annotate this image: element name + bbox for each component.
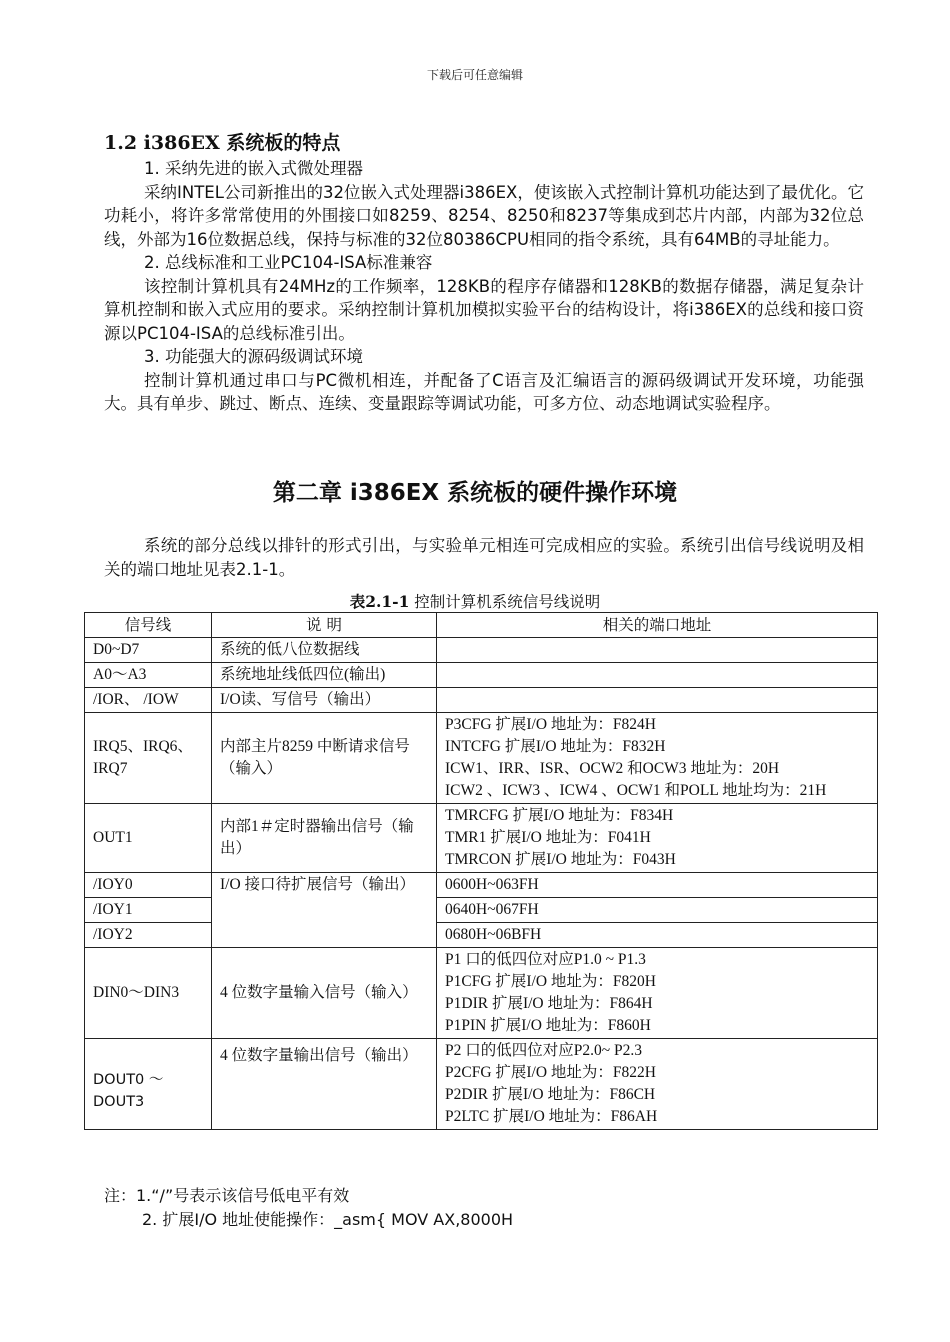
section-1-2 xyxy=(104,128,864,416)
signal-cell: D0~D7 xyxy=(85,638,212,663)
signal-cell: /IOY2 xyxy=(85,923,212,948)
signal-table xyxy=(84,612,878,1130)
desc-cell: 系统的低八位数据线 xyxy=(212,638,437,663)
addr-line: P3CFG 扩展I/O 地址为：F824H xyxy=(445,716,656,733)
header-signal: 信号线 xyxy=(85,613,212,638)
table-row xyxy=(85,1039,878,1130)
table-caption xyxy=(0,590,950,612)
header-desc: 说 明 xyxy=(212,613,437,638)
addr-line: P1 口的低四位对应P1.0 ~ P1.3 xyxy=(445,951,646,968)
desc-cell: 系统地址线低四位(输出) xyxy=(212,663,437,688)
addr-line: P2 口的低四位对应P2.0~ P2.3 xyxy=(445,1042,642,1059)
addr-line: P2LTC 扩展I/O 地址为：F86AH xyxy=(445,1108,658,1125)
table-row xyxy=(85,873,878,898)
intro-paragraph: 系统的部分总线以排针的形式引出，与实验单元相连可完成相应的实验。系统引出信号线说明及相关的端口地址见表2.1-1。 xyxy=(104,536,864,579)
table-row xyxy=(85,804,878,873)
desc-cell: I/O读、写信号（输出） xyxy=(212,688,437,713)
addr-cell xyxy=(437,688,878,713)
table-row xyxy=(85,638,878,663)
desc-cell: 内部主片8259 中断请求信号（输入） xyxy=(212,713,437,804)
feature-body-2: 该控制计算机具有24MHz的工作频率，128KB的程序存储器和128KB的数据存储器，满足复杂计算机控制和嵌入式应用的要求。采纳控制计算机加模拟实验平台的结构设计，将i386EX的总线和接口资源以PC104-ISA的总线标准引出。 xyxy=(104,276,864,343)
addr-line: TMRCON 扩展I/O 地址为：F043H xyxy=(445,851,676,868)
addr-cell xyxy=(437,638,878,663)
addr-line: ICW1、IRR、ISR、OCW2 和OCW3 地址为：20H xyxy=(445,760,780,777)
table-row xyxy=(85,713,878,804)
desc-cell: 内部1＃定时器输出信号（输出） xyxy=(212,804,437,873)
addr-cell: 0600H~063FH xyxy=(437,873,878,898)
desc-cell: 4 位数字量输入信号（输入） xyxy=(212,948,437,1039)
desc-cell: I/O 接口待扩展信号（输出） xyxy=(212,873,437,948)
addr-cell xyxy=(437,713,878,804)
note-1: 注：1.“/”号表示该信号低电平有效 xyxy=(104,1186,350,1205)
addr-cell xyxy=(437,663,878,688)
note-2: 2. 扩展I/O 地址使能操作：_asm{ MOV AX,8000H xyxy=(142,1210,514,1229)
addr-line: ICW2 、ICW3 、ICW4 、OCW1 和POLL 地址均为：21H xyxy=(445,782,827,799)
signal-cell: /IOY0 xyxy=(85,873,212,898)
section-title: 1.2 i386EX 系统板的特点 xyxy=(104,132,341,154)
addr-cell xyxy=(437,804,878,873)
addr-line: P2DIR 扩展I/O 地址为：F86CH xyxy=(445,1086,656,1103)
feature-heading-1: 1. 采纳先进的嵌入式微处理器 xyxy=(144,159,363,178)
feature-heading-3: 3. 功能强大的源码级调试环境 xyxy=(144,347,363,366)
addr-line: P2CFG 扩展I/O 地址为：F822H xyxy=(445,1064,656,1081)
addr-line: P1CFG 扩展I/O 地址为：F820H xyxy=(445,973,656,990)
desc-cell: 4 位数字量输出信号（输出） xyxy=(212,1039,437,1130)
chapter-intro xyxy=(104,534,864,581)
addr-cell xyxy=(437,1039,878,1130)
table-row xyxy=(85,663,878,688)
addr-line: P1DIR 扩展I/O 地址为：F864H xyxy=(445,995,653,1012)
table-row xyxy=(85,898,878,923)
table-notes xyxy=(104,1184,864,1232)
header-addr: 相关的端口地址 xyxy=(437,613,878,638)
addr-line: P1PIN 扩展I/O 地址为：F860H xyxy=(445,1017,651,1034)
table-row xyxy=(85,688,878,713)
table-caption-number: 表2.1-1 xyxy=(349,592,410,611)
feature-body-3: 控制计算机通过串口与PC微机相连，并配备了C语言及汇编语言的源码级调试开发环境，功能强大。具有单步、跳过、断点、连续、变量跟踪等调试功能，可多方位、动态地调试实验程序。 xyxy=(104,370,864,413)
signal-cell: DOUT0 ～ DOUT3 xyxy=(85,1039,212,1130)
addr-cell: 0640H~067FH xyxy=(437,898,878,923)
feature-heading-2: 2. 总线标准和工业PC104-ISA标准兼容 xyxy=(144,253,433,272)
table-row xyxy=(85,948,878,1039)
chapter-title: 第二章 i386EX 系统板的硬件操作环境 xyxy=(272,480,678,506)
addr-cell: 0680H~06BFH xyxy=(437,923,878,948)
addr-line: INTCFG 扩展I/O 地址为：F832H xyxy=(445,738,666,755)
signal-cell: /IOY1 xyxy=(85,898,212,923)
signal-cell: DIN0～DIN3 xyxy=(85,948,212,1039)
signal-cell: OUT1 xyxy=(85,804,212,873)
page-header: 下载后可任意编辑 xyxy=(426,68,523,82)
signal-cell: /IOR、 /IOW xyxy=(85,688,212,713)
feature-body-1: 采纳INTEL公司新推出的32位嵌入式处理器i386EX，使该嵌入式控制计算机功能达到了最优化。它功耗小，将许多常常使用的外围接口如8259、8254、8250和8237等集成到芯片内部，内部为32位总线，外部为16位数据总线，保持与标准的32位80386CPU相同的指令系统，具有64MB的寻址能力。 xyxy=(104,182,864,249)
signal-cell: IRQ5、IRQ6、IRQ7 xyxy=(85,713,212,804)
addr-line: TMRCFG 扩展I/O 地址为：F834H xyxy=(445,807,674,824)
addr-line: TMR1 扩展I/O 地址为：F041H xyxy=(445,829,651,846)
signal-cell: A0～A3 xyxy=(85,663,212,688)
table-header-row xyxy=(85,613,878,638)
table-caption-text: 控制计算机系统信号线说明 xyxy=(409,593,601,611)
addr-cell xyxy=(437,948,878,1039)
table-row xyxy=(85,923,878,948)
